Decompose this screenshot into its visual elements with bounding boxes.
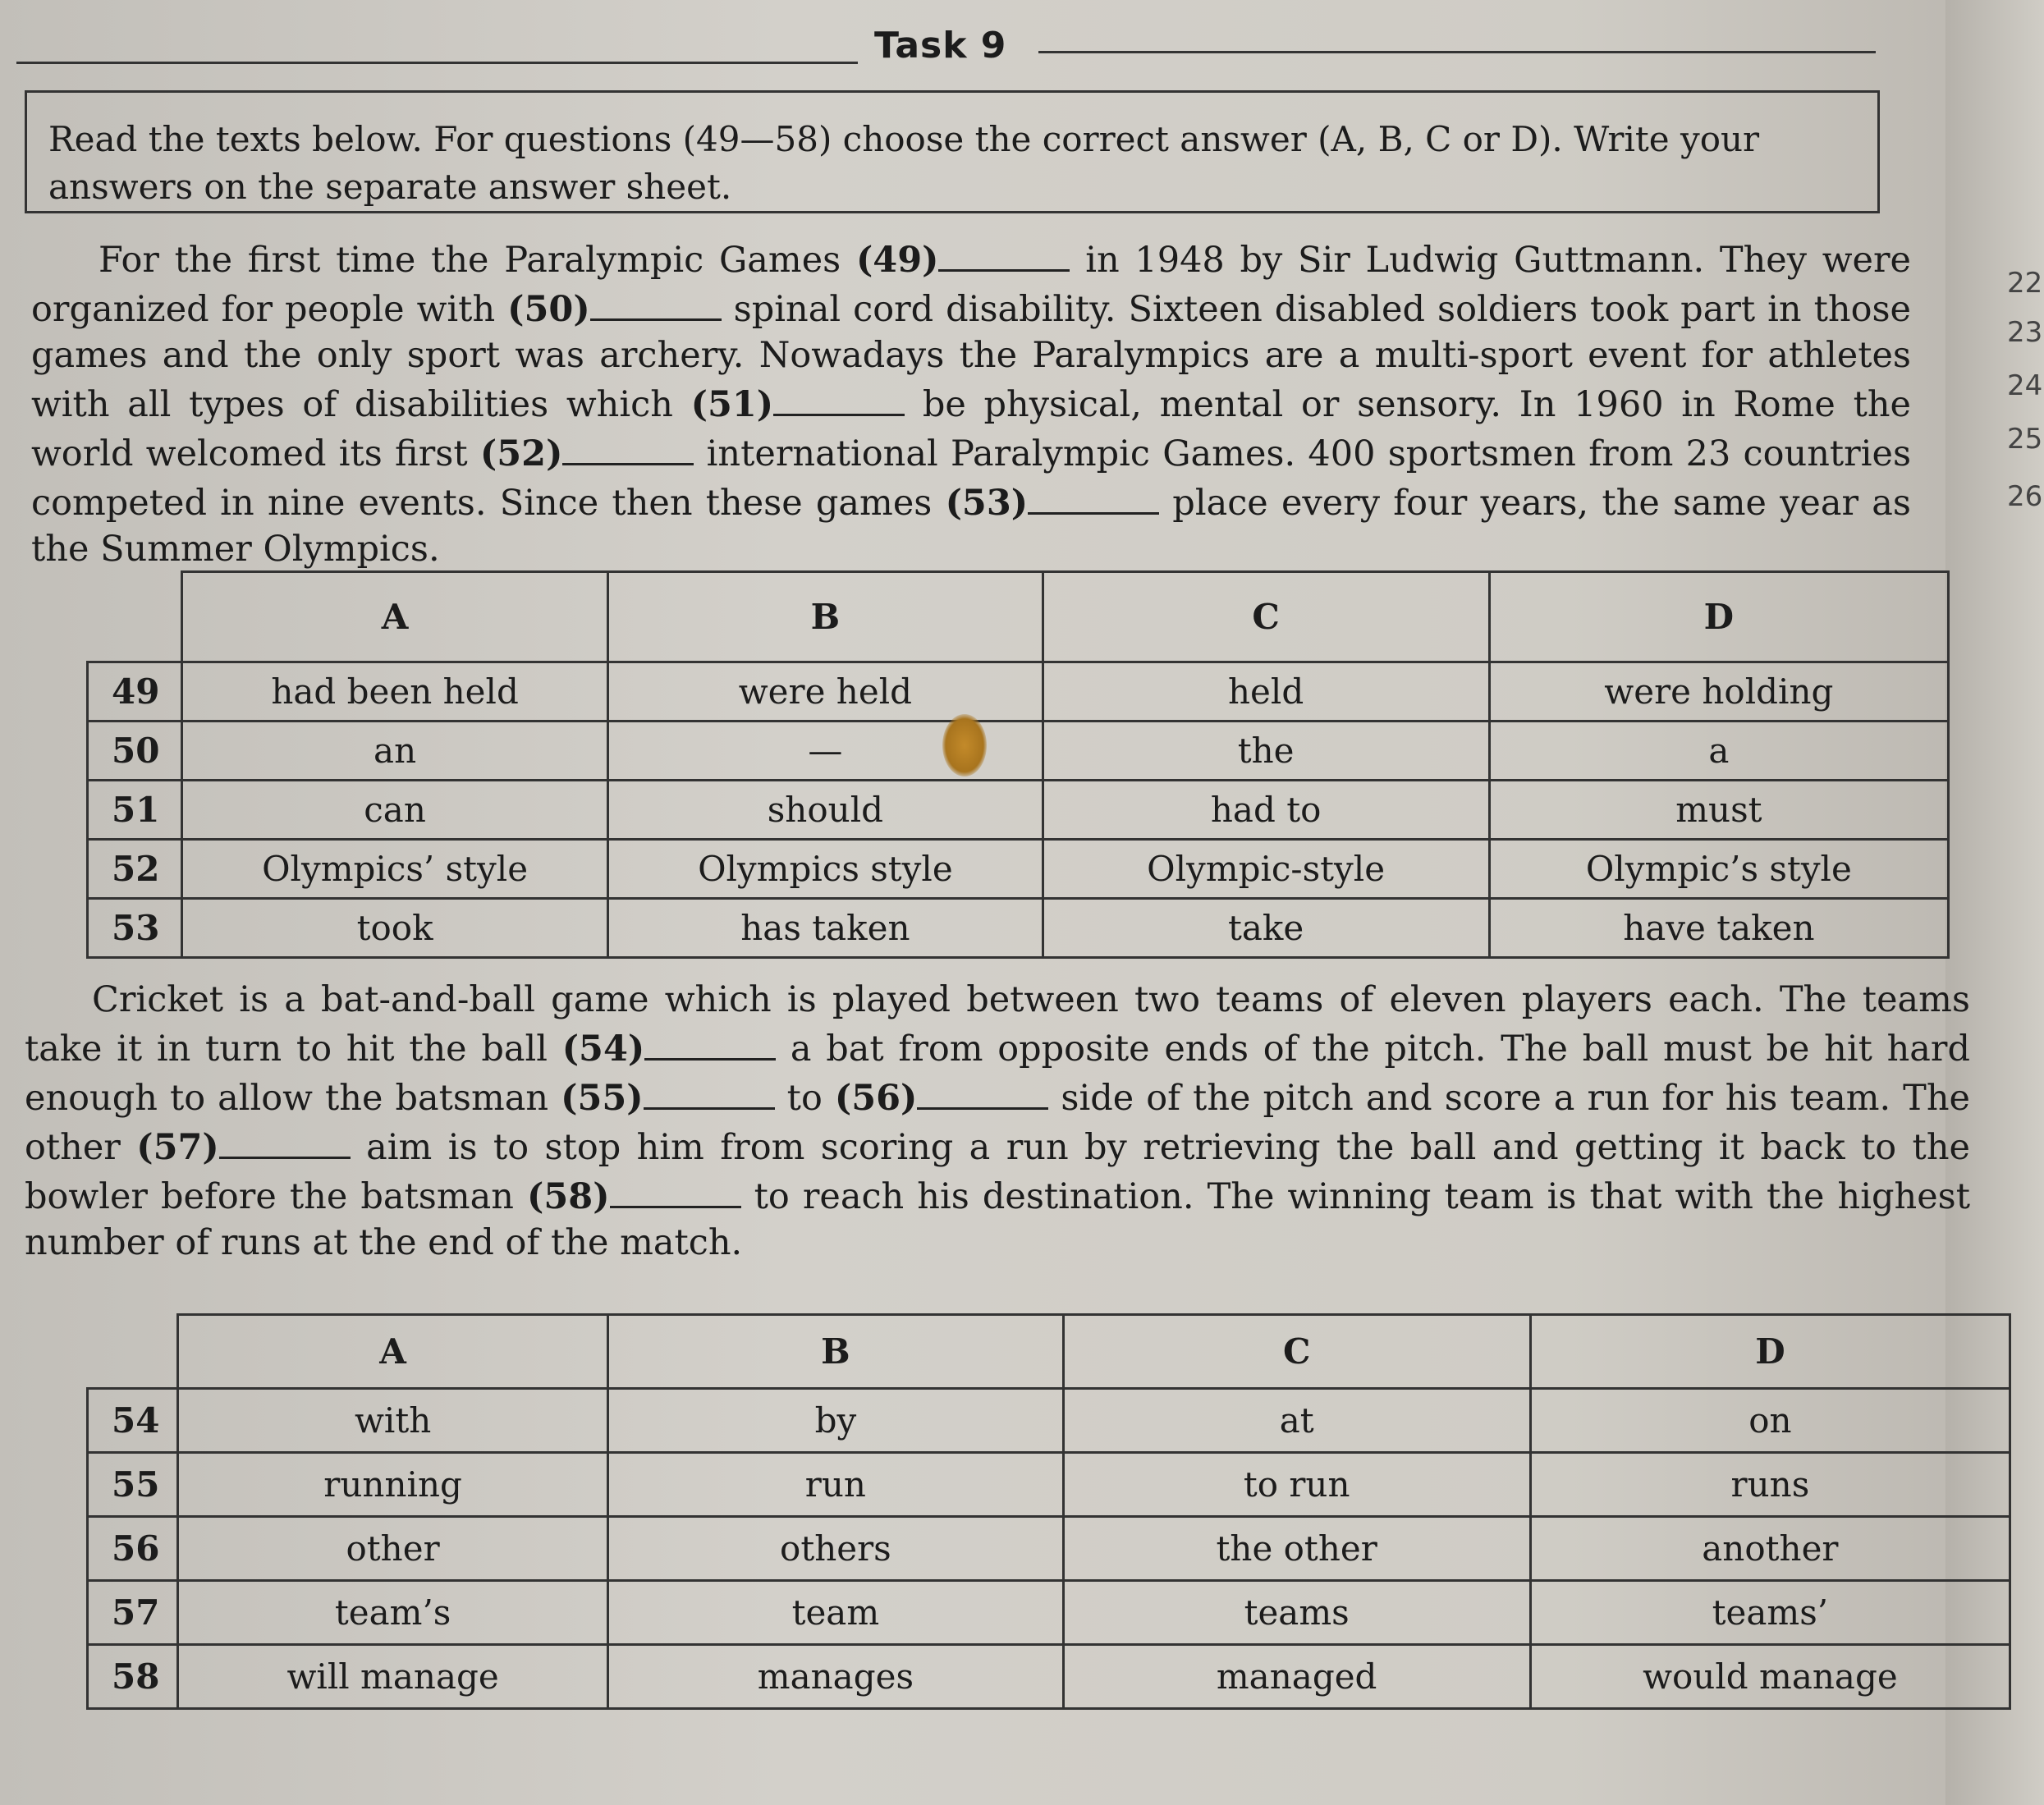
text-segment: to reach his destination. The winning team is that with the highest number of runs at the end of the match.	[25, 1176, 1970, 1263]
column-header-b: B	[608, 572, 1043, 662]
column-header-a: A	[181, 572, 607, 662]
instructions-box	[25, 90, 1880, 213]
column-header-d: D	[1489, 572, 1948, 662]
option-d: another	[1530, 1517, 2010, 1581]
text-segment: spinal cord disability. Sixteen disabled soldiers took part in those games and the only sport was archery. Nowadays the Paralympics are a multi-sport event for athletes with all types of disabilities which	[31, 289, 1911, 425]
gap-number: (49)	[855, 240, 939, 281]
option-c: take	[1043, 899, 1489, 958]
margin-number: 22	[2007, 267, 2043, 300]
option-d: were holding	[1489, 662, 1948, 722]
question-number: 50	[88, 722, 182, 781]
option-d: a	[1489, 722, 1948, 781]
column-header-d: D	[1530, 1315, 2010, 1389]
answer-blank	[562, 428, 694, 465]
column-header-c: C	[1043, 572, 1489, 662]
answer-blank	[610, 1171, 741, 1208]
gap-number: (52)	[479, 433, 563, 474]
column-header-c: C	[1063, 1315, 1530, 1389]
question-number: 56	[88, 1517, 178, 1581]
option-b: run	[608, 1453, 1063, 1517]
option-b: has taken	[608, 899, 1043, 958]
text-segment: Cricket is a bat-and-ball game which is played between two teams of eleven players each. The teams take it in turn to hit the ball	[25, 979, 1970, 1070]
text-segment: place every four years, the same year as the Summer Olympics.	[31, 483, 1911, 570]
question-number: 52	[88, 840, 182, 899]
option-c: at	[1063, 1389, 1530, 1453]
option-c: Olympic-style	[1043, 840, 1489, 899]
option-b: Olympics style	[608, 840, 1043, 899]
column-header-b: B	[608, 1315, 1063, 1389]
paragraph-cricket	[25, 977, 1970, 1266]
option-b: —	[608, 722, 1043, 781]
option-a: Olympics’ style	[181, 840, 607, 899]
option-a: with	[177, 1389, 607, 1453]
option-b: team	[608, 1581, 1063, 1645]
margin-number: 24	[2007, 369, 2043, 402]
question-number: 57	[88, 1581, 178, 1645]
option-c: managed	[1063, 1645, 1530, 1709]
option-a: will manage	[177, 1645, 607, 1709]
header-rule-right	[1038, 51, 1876, 53]
text-segment: in 1948 by Sir Ludwig Guttmann. They were organized for people with	[31, 240, 1911, 330]
question-number: 58	[88, 1645, 178, 1709]
option-d: on	[1530, 1389, 2010, 1453]
answer-blank	[917, 1072, 1048, 1110]
option-d: teams’	[1530, 1581, 2010, 1645]
option-b: should	[608, 781, 1043, 840]
text-segment: aim is to stop him from scoring a run by retrieving the ball and getting it back to the bowler before the batsman	[25, 1127, 1970, 1217]
option-a: can	[181, 781, 607, 840]
corner-cell	[88, 1315, 178, 1389]
table-row	[88, 899, 1949, 958]
corner-cell	[88, 572, 182, 662]
answer-blank	[644, 1072, 775, 1110]
margin-number: 23	[2007, 316, 2043, 349]
instructions-text: Read the texts below. For questions (49—58) choose the correct answer (A, B, C or D). Write your answers on the separate answer sheet.	[48, 119, 1760, 207]
options-table-49-53	[86, 570, 1950, 959]
table-row	[88, 1389, 2010, 1453]
table-row	[88, 1581, 2010, 1645]
gap-number: (50)	[507, 289, 590, 330]
option-c: held	[1043, 662, 1489, 722]
question-number: 55	[88, 1453, 178, 1517]
answer-blank	[590, 283, 722, 321]
option-c: teams	[1063, 1581, 1530, 1645]
option-b: manages	[608, 1645, 1063, 1709]
answer-blank	[219, 1121, 351, 1159]
table-row	[88, 1453, 2010, 1517]
option-c: the	[1043, 722, 1489, 781]
question-number: 53	[88, 899, 182, 958]
option-c: to run	[1063, 1453, 1530, 1517]
task-title: Task 9	[874, 25, 1007, 66]
text-segment: to	[774, 1078, 835, 1119]
margin-number: 26	[2007, 480, 2043, 513]
table-row	[88, 662, 1949, 722]
gap-number: (58)	[527, 1176, 610, 1217]
text-segment: international Paralympic Games. 400 sportsmen from 23 countries competed in nine events. Since then these games	[31, 433, 1912, 524]
paragraph-paralympics	[31, 234, 1911, 572]
option-b: by	[608, 1389, 1063, 1453]
option-a: team’s	[177, 1581, 607, 1645]
gap-number: (55)	[561, 1078, 644, 1119]
answer-blank	[644, 1023, 776, 1061]
table-row	[88, 840, 1949, 899]
option-a: running	[177, 1453, 607, 1517]
gap-number: (54)	[561, 1028, 645, 1070]
answer-blank	[938, 234, 1070, 272]
option-c: had to	[1043, 781, 1489, 840]
gap-number: (53)	[945, 483, 1029, 524]
option-c: the other	[1063, 1517, 1530, 1581]
stain-mark	[942, 714, 987, 777]
option-a: had been held	[181, 662, 607, 722]
option-a: an	[181, 722, 607, 781]
option-a: took	[181, 899, 607, 958]
option-b: were held	[608, 662, 1043, 722]
gap-number: (56)	[834, 1078, 918, 1119]
text-segment: a bat from opposite ends of the pitch. The ball must be hit hard enough to allow the batsman	[25, 1028, 1970, 1119]
text-segment: For the first time the Paralympic Games	[99, 240, 856, 281]
option-d: have taken	[1489, 899, 1948, 958]
column-header-a: A	[177, 1315, 607, 1389]
question-number: 49	[88, 662, 182, 722]
option-d: would manage	[1530, 1645, 2010, 1709]
table-row	[88, 1645, 2010, 1709]
option-d: Olympic’s style	[1489, 840, 1948, 899]
option-d: runs	[1530, 1453, 2010, 1517]
table-row	[88, 1517, 2010, 1581]
options-table-54-58	[86, 1313, 2011, 1710]
gap-number: (51)	[690, 384, 774, 425]
text-segment: side of the pitch and score a run for his team. The other	[25, 1078, 1970, 1168]
header-rule-left	[16, 62, 858, 64]
question-number: 54	[88, 1389, 178, 1453]
answer-blank	[1028, 477, 1159, 515]
option-b: others	[608, 1517, 1063, 1581]
option-d: must	[1489, 781, 1948, 840]
gap-number: (57)	[136, 1127, 219, 1168]
option-a: other	[177, 1517, 607, 1581]
table-row	[88, 781, 1949, 840]
answer-blank	[773, 378, 905, 416]
text-segment: be physical, mental or sensory. In 1960 in Rome the world welcomed its first	[31, 384, 1911, 474]
margin-number: 25	[2007, 423, 2043, 456]
table-row	[88, 722, 1949, 781]
question-number: 51	[88, 781, 182, 840]
